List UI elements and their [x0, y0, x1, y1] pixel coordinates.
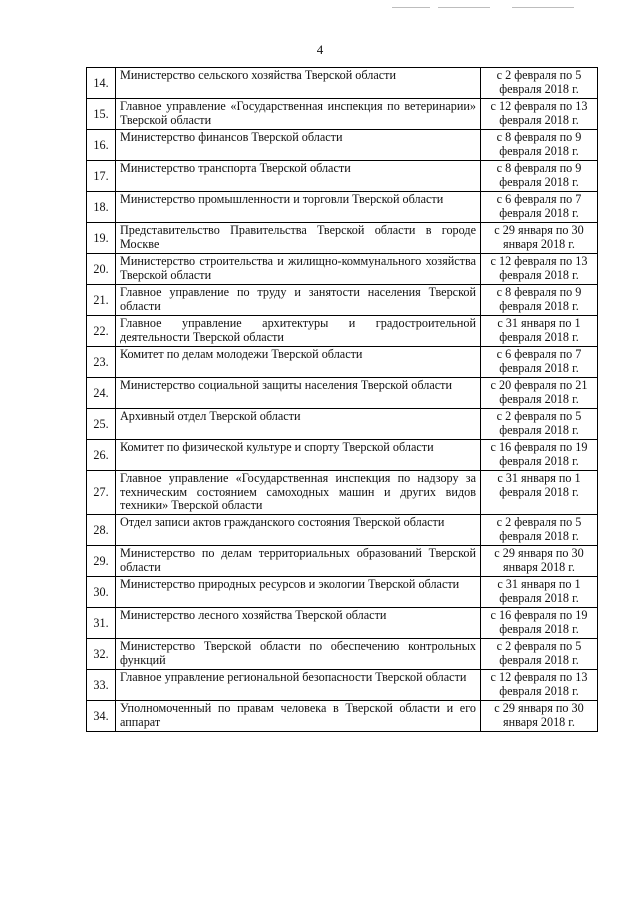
scan-artifact-line — [392, 7, 430, 8]
organization-name: Главное управление региональной безопасности Тверской области — [116, 670, 481, 701]
row-number: 20. — [87, 254, 116, 285]
date-range: с 2 февраля по 5 февраля 2018 г. — [481, 68, 598, 99]
date-range: с 29 января по 30 января 2018 г. — [481, 701, 598, 732]
organization-name: Министерство по делам территориальных образований Тверской области — [116, 546, 481, 577]
row-number: 28. — [87, 515, 116, 546]
row-number: 27. — [87, 471, 116, 515]
organization-name: Министерство финансов Тверской области — [116, 130, 481, 161]
organization-name: Министерство лесного хозяйства Тверской области — [116, 608, 481, 639]
table-row — [87, 409, 598, 440]
table-row — [87, 471, 598, 515]
row-number: 19. — [87, 223, 116, 254]
organization-name: Архивный отдел Тверской области — [116, 409, 481, 440]
organization-name: Главное управление архитектуры и градостроительной деятельности Тверской области — [116, 316, 481, 347]
date-range: с 31 января по 1 февраля 2018 г. — [481, 471, 598, 515]
date-range: с 8 февраля по 9 февраля 2018 г. — [481, 285, 598, 316]
organization-name: Главное управление «Государственная инспекция по ветеринарии» Тверской области — [116, 99, 481, 130]
organization-name: Главное управление по труду и занятости населения Тверской области — [116, 285, 481, 316]
table-row — [87, 161, 598, 192]
date-range: с 16 февраля по 19 февраля 2018 г. — [481, 608, 598, 639]
organization-name: Отдел записи актов гражданского состояния Тверской области — [116, 515, 481, 546]
organization-name: Представительство Правительства Тверской области в городе Москве — [116, 223, 481, 254]
date-range: с 8 февраля по 9 февраля 2018 г. — [481, 130, 598, 161]
table-row — [87, 577, 598, 608]
organization-name: Комитет по физической культуре и спорту Тверской области — [116, 440, 481, 471]
date-range: с 6 февраля по 7 февраля 2018 г. — [481, 192, 598, 223]
row-number: 15. — [87, 99, 116, 130]
row-number: 25. — [87, 409, 116, 440]
table-row — [87, 130, 598, 161]
date-range: с 16 февраля по 19 февраля 2018 г. — [481, 440, 598, 471]
organization-name: Главное управление «Государственная инспекция по надзору за техническим состоянием самоходных машин и других видов техники» Тверской области — [116, 471, 481, 515]
date-range: с 12 февраля по 13 февраля 2018 г. — [481, 99, 598, 130]
table-row — [87, 68, 598, 99]
table-row — [87, 440, 598, 471]
date-range: с 29 января по 30 января 2018 г. — [481, 223, 598, 254]
row-number: 16. — [87, 130, 116, 161]
row-number: 24. — [87, 378, 116, 409]
organization-name: Министерство сельского хозяйства Тверской области — [116, 68, 481, 99]
organization-name: Министерство Тверской области по обеспечению контрольных функций — [116, 639, 481, 670]
scan-artifact-line — [438, 7, 490, 8]
table-row — [87, 99, 598, 130]
date-range: с 12 февраля по 13 февраля 2018 г. — [481, 670, 598, 701]
date-range: с 2 февраля по 5 февраля 2018 г. — [481, 409, 598, 440]
row-number: 21. — [87, 285, 116, 316]
table-row — [87, 192, 598, 223]
row-number: 31. — [87, 608, 116, 639]
row-number: 22. — [87, 316, 116, 347]
table-row — [87, 316, 598, 347]
organization-name: Министерство социальной защиты населения Тверской области — [116, 378, 481, 409]
row-number: 33. — [87, 670, 116, 701]
row-number: 23. — [87, 347, 116, 378]
organization-name: Министерство природных ресурсов и экологии Тверской области — [116, 577, 481, 608]
schedule-table — [86, 67, 598, 732]
organization-name: Министерство промышленности и торговли Тверской области — [116, 192, 481, 223]
page-number: 4 — [316, 42, 324, 57]
table-row — [87, 347, 598, 378]
table-row — [87, 515, 598, 546]
table-row — [87, 639, 598, 670]
row-number: 29. — [87, 546, 116, 577]
date-range: с 20 февраля по 21 февраля 2018 г. — [481, 378, 598, 409]
table-row — [87, 223, 598, 254]
table-row — [87, 701, 598, 732]
row-number: 14. — [87, 68, 116, 99]
organization-name: Министерство транспорта Тверской области — [116, 161, 481, 192]
date-range: с 6 февраля по 7 февраля 2018 г. — [481, 347, 598, 378]
table-row — [87, 378, 598, 409]
date-range: с 29 января по 30 января 2018 г. — [481, 546, 598, 577]
row-number: 26. — [87, 440, 116, 471]
date-range: с 31 января по 1 февраля 2018 г. — [481, 577, 598, 608]
row-number: 18. — [87, 192, 116, 223]
table-row — [87, 546, 598, 577]
table-row — [87, 670, 598, 701]
table-row — [87, 608, 598, 639]
row-number: 17. — [87, 161, 116, 192]
row-number: 34. — [87, 701, 116, 732]
organization-name: Уполномоченный по правам человека в Тверской области и его аппарат — [116, 701, 481, 732]
row-number: 32. — [87, 639, 116, 670]
table-row — [87, 254, 598, 285]
organization-name: Министерство строительства и жилищно-коммунального хозяйства Тверской области — [116, 254, 481, 285]
row-number: 30. — [87, 577, 116, 608]
date-range: с 2 февраля по 5 февраля 2018 г. — [481, 639, 598, 670]
date-range: с 8 февраля по 9 февраля 2018 г. — [481, 161, 598, 192]
schedule-table-body — [87, 68, 598, 732]
date-range: с 31 января по 1 февраля 2018 г. — [481, 316, 598, 347]
scan-artifact-line — [512, 7, 574, 8]
organization-name: Комитет по делам молодежи Тверской области — [116, 347, 481, 378]
table-row — [87, 285, 598, 316]
date-range: с 2 февраля по 5 февраля 2018 г. — [481, 515, 598, 546]
date-range: с 12 февраля по 13 февраля 2018 г. — [481, 254, 598, 285]
